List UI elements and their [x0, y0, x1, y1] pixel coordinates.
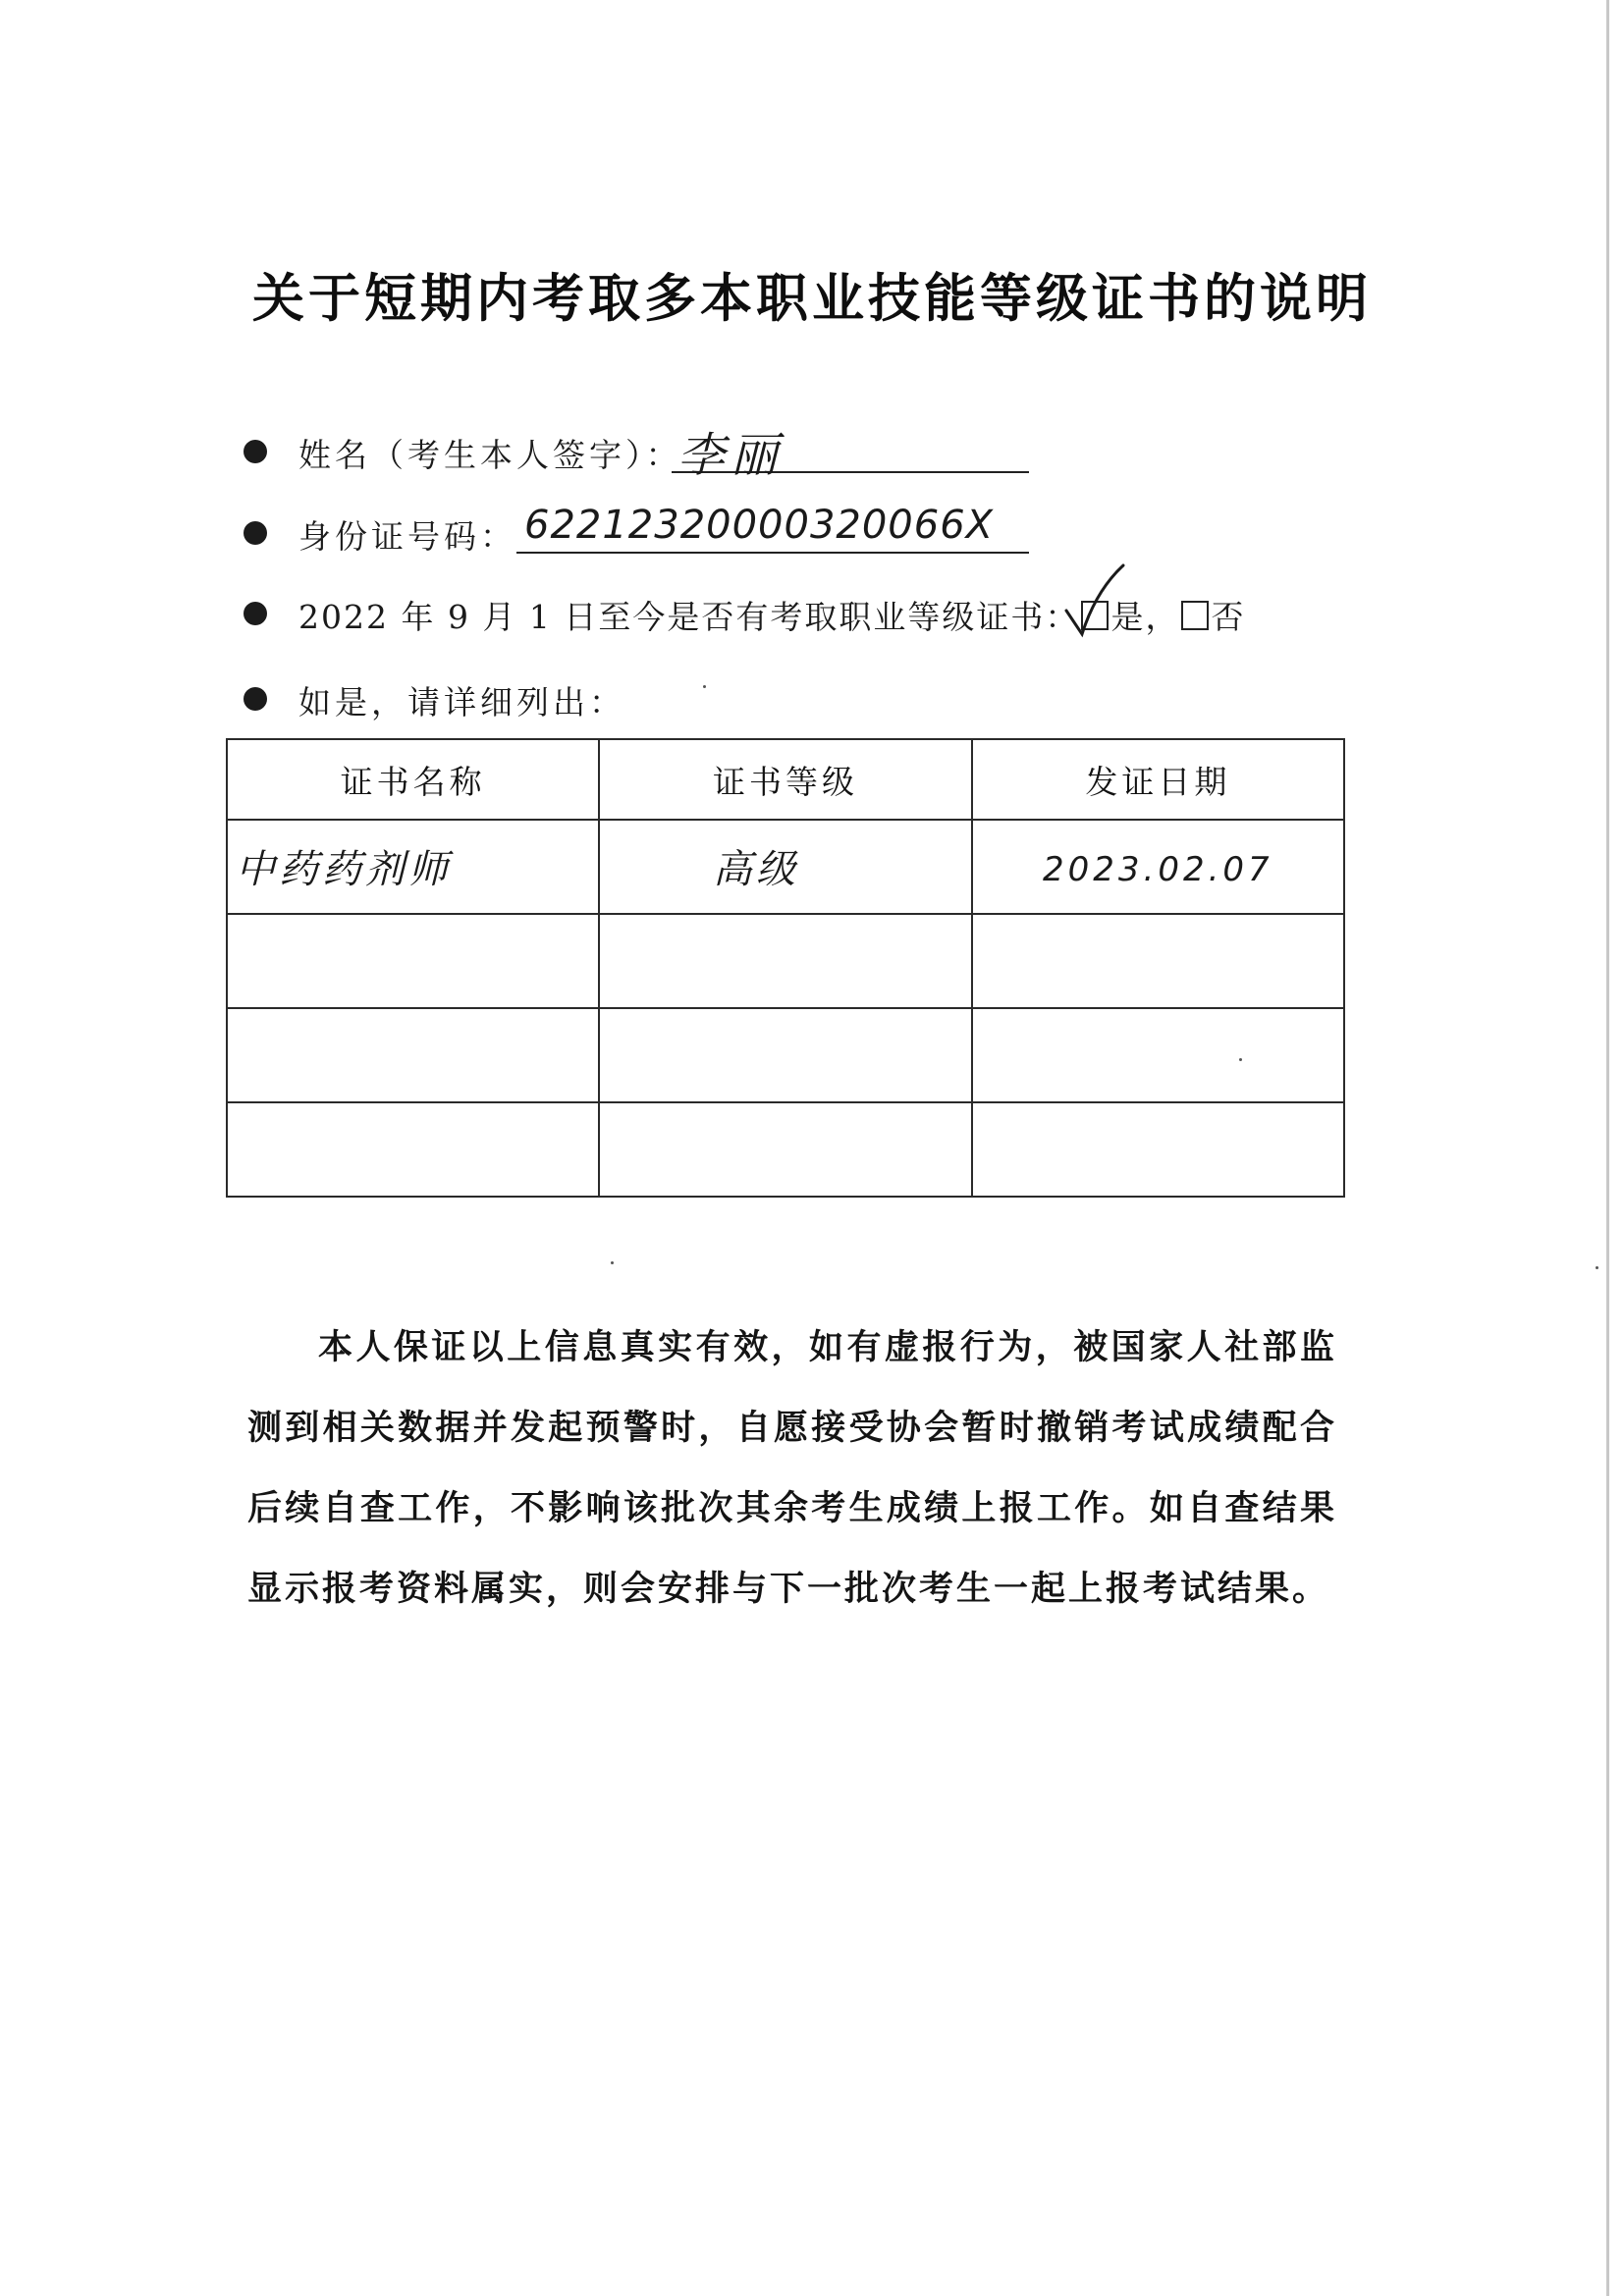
scan-speck	[611, 1261, 614, 1264]
cert-name-handwritten: 中药药剂师	[236, 847, 452, 892]
bullet-list	[244, 687, 267, 711]
id-handwritten: 62212320000320066X	[524, 503, 995, 548]
certificate-table	[226, 738, 1345, 1198]
document-title: 关于短期内考取多本职业技能等级证书的说明	[252, 269, 1372, 329]
cert-level-handwritten: 高级	[712, 847, 799, 892]
header-cert-name: 证书名称	[227, 739, 599, 820]
header-cert-level: 证书等级	[599, 739, 971, 820]
table-row	[227, 1102, 1344, 1197]
table-cell	[972, 1008, 1344, 1102]
table-header-row	[227, 739, 1344, 820]
list-label: 如是，请详细列出：	[298, 683, 625, 721]
no-label: 否	[1211, 598, 1246, 636]
question-label: 2022 年 9 月 1 日至今是否有考取职业等级证书：	[298, 598, 1080, 636]
declaration-paragraph: 本人保证以上信息真实有效，如有虚报行为，被国家人社部监测到相关数据并发起预警时，自愿接受协会暂时撤销考试成绩配合后续自查工作，不影响该批次其余考生成绩上报工作。如自查结果显示报考资料属实，则会安排与下一批次考生一起上报考试结果。	[247, 1328, 1337, 1609]
table-row	[227, 1008, 1344, 1102]
table-cell	[599, 914, 971, 1008]
name-label: 姓名（考生本人签字）：	[298, 436, 682, 474]
issue-date-handwritten: 2023.02.07	[1042, 850, 1273, 889]
table-cell	[972, 914, 1344, 1008]
table-cell	[227, 1008, 599, 1102]
scan-edge-shadow	[1606, 0, 1609, 2296]
id-underline	[516, 552, 1029, 554]
id-label: 身份证号码：	[298, 517, 516, 556]
table-cell	[599, 820, 971, 914]
table-row	[227, 820, 1344, 914]
checkmark-icon	[1062, 561, 1131, 640]
table-cell	[599, 1008, 971, 1102]
table-cell	[972, 820, 1344, 914]
bullet-question	[244, 602, 267, 625]
bullet-id	[244, 521, 267, 545]
table-cell	[227, 1102, 599, 1197]
no-checkbox[interactable]	[1181, 601, 1209, 630]
scan-speck	[1239, 1058, 1242, 1061]
table-cell	[599, 1102, 971, 1197]
table-cell	[227, 914, 599, 1008]
scan-speck	[703, 685, 706, 688]
table-row	[227, 914, 1344, 1008]
table-cell	[972, 1102, 1344, 1197]
header-issue-date: 发证日期	[972, 739, 1344, 820]
name-signature: 李丽	[677, 428, 785, 483]
yes-label: 是，	[1110, 598, 1180, 636]
bullet-name	[244, 440, 267, 463]
scan-speck	[1596, 1266, 1598, 1269]
